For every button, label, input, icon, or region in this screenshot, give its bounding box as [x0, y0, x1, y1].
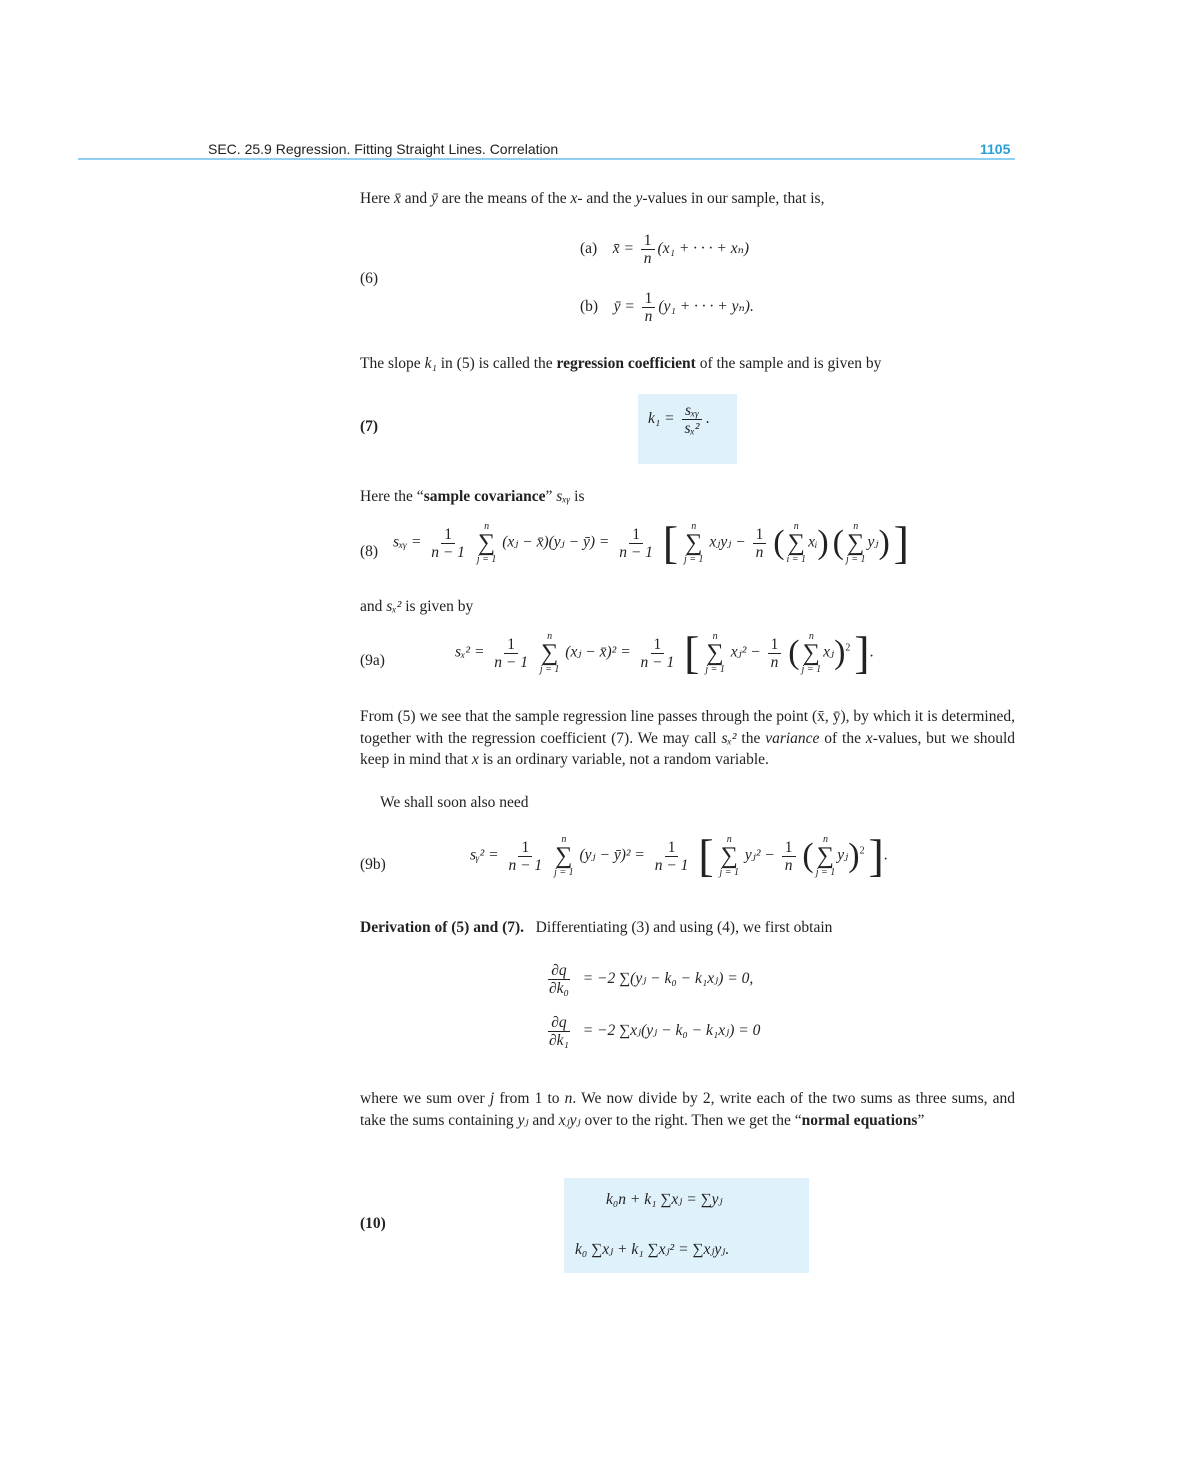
equation-9a: sₓ² = $\frac{1}{n - 1}$ n ∑ j = 1 (xⱼ − x̄)² = $\frac{1}{n - 1}$ [ n ∑ j = 1 xⱼ² − $\frac{1}{n}$ ( n ∑ j = 1 xⱼ)$^2$ ].: [455, 627, 874, 678]
equation-number-6: (6): [360, 270, 379, 287]
equation-partial-k0: $\frac{\partial q}{\text{∂k₀}}$ = −2 ∑(yⱼ − k₀ − k₁xⱼ) = 0,: [549, 962, 754, 997]
equation-number-8: (8): [360, 543, 379, 560]
equation-number-7: (7): [360, 418, 379, 435]
equation-number-9a: (9a): [360, 652, 385, 669]
equation-7: k₁ = $\frac{\text{sₓᵧ}}{\text{sₓ²}}$ .: [648, 402, 710, 437]
paragraph-slope: The slope k₁ in (5) is called the regression coefficient of the sample and is given by: [360, 355, 882, 372]
equation-10-line2: k₀ ∑xⱼ + k₁ ∑xⱼ² = ∑xⱼyⱼ.: [575, 1241, 730, 1258]
equation-10-line1: k₀n + k₁ ∑xⱼ = ∑yⱼ: [606, 1191, 723, 1208]
running-header-title: SEC. 25.9 Regression. Fitting Straight Lines. Correlation: [208, 141, 559, 157]
equation-8: sₓᵧ = $\frac{1}{n - 1}$ n ∑ j = 1 (xⱼ − x̄)(yⱼ − ȳ) = $\frac{1}{n - 1}$ [ n ∑ j = 1 xⱼyⱼ − $\frac{1}{n}$ ( n ∑ i = 1 xᵢ) ( n ∑ j = 1 yⱼ) ]: [393, 517, 909, 568]
equation-6a: (a) x̄ = $\frac{1}{n}$ (x₁ + · · · + xₙ): [580, 232, 750, 267]
paragraph-soon: We shall soon also need: [380, 794, 529, 811]
paragraph-covariance: Here the “sample covariance” sₓᵧ is: [360, 488, 585, 505]
paragraph-derivation: Derivation of (5) and (7). Differentiating (3) and using (4), we first obtain: [360, 919, 833, 936]
header-rule: [78, 158, 1015, 160]
equation-9b: sᵧ² = $\frac{1}{n - 1}$ n ∑ j = 1 (yⱼ − ȳ)² = $\frac{1}{n - 1}$ [ n ∑ j = 1 yⱼ² − $\frac{1}{n}$ ( n ∑ j = 1 yⱼ)$^2$ ].: [470, 830, 888, 881]
equation-partial-k1: $\frac{\partial q}{\text{∂k₁}}$ = −2 ∑xⱼ(yⱼ − k₀ − k₁xⱼ) = 0: [549, 1014, 761, 1049]
page-number: 1105: [980, 141, 1011, 157]
paragraph-variance-intro: and sₓ² is given by: [360, 598, 474, 615]
equation-number-9b: (9b): [360, 856, 386, 873]
equation-number-10: (10): [360, 1215, 386, 1232]
paragraph-means: Here x̄ and ȳ are the means of the x- and the y-values in our sample, that is,: [360, 190, 825, 207]
paragraph-regression-line: From (5) we see that the sample regression line passes through the point (x̄, ȳ), by which it is determined, together with the regression coefficient (7). We may call sₓ² the variance of the x-values, but we should keep in mind that x is an ordinary variable, not a random variable.: [360, 708, 1016, 768]
paragraph-normal-equations: where we sum over j from 1 to n. We now divide by 2, write each of the two sums as three sums, and take the sums containing yⱼ and xⱼyⱼ over to the right. Then we get the “normal equations”: [360, 1090, 1016, 1129]
equation-6b: (b) ȳ = $\frac{1}{n}$ (y₁ + · · · + yₙ).: [580, 290, 754, 325]
